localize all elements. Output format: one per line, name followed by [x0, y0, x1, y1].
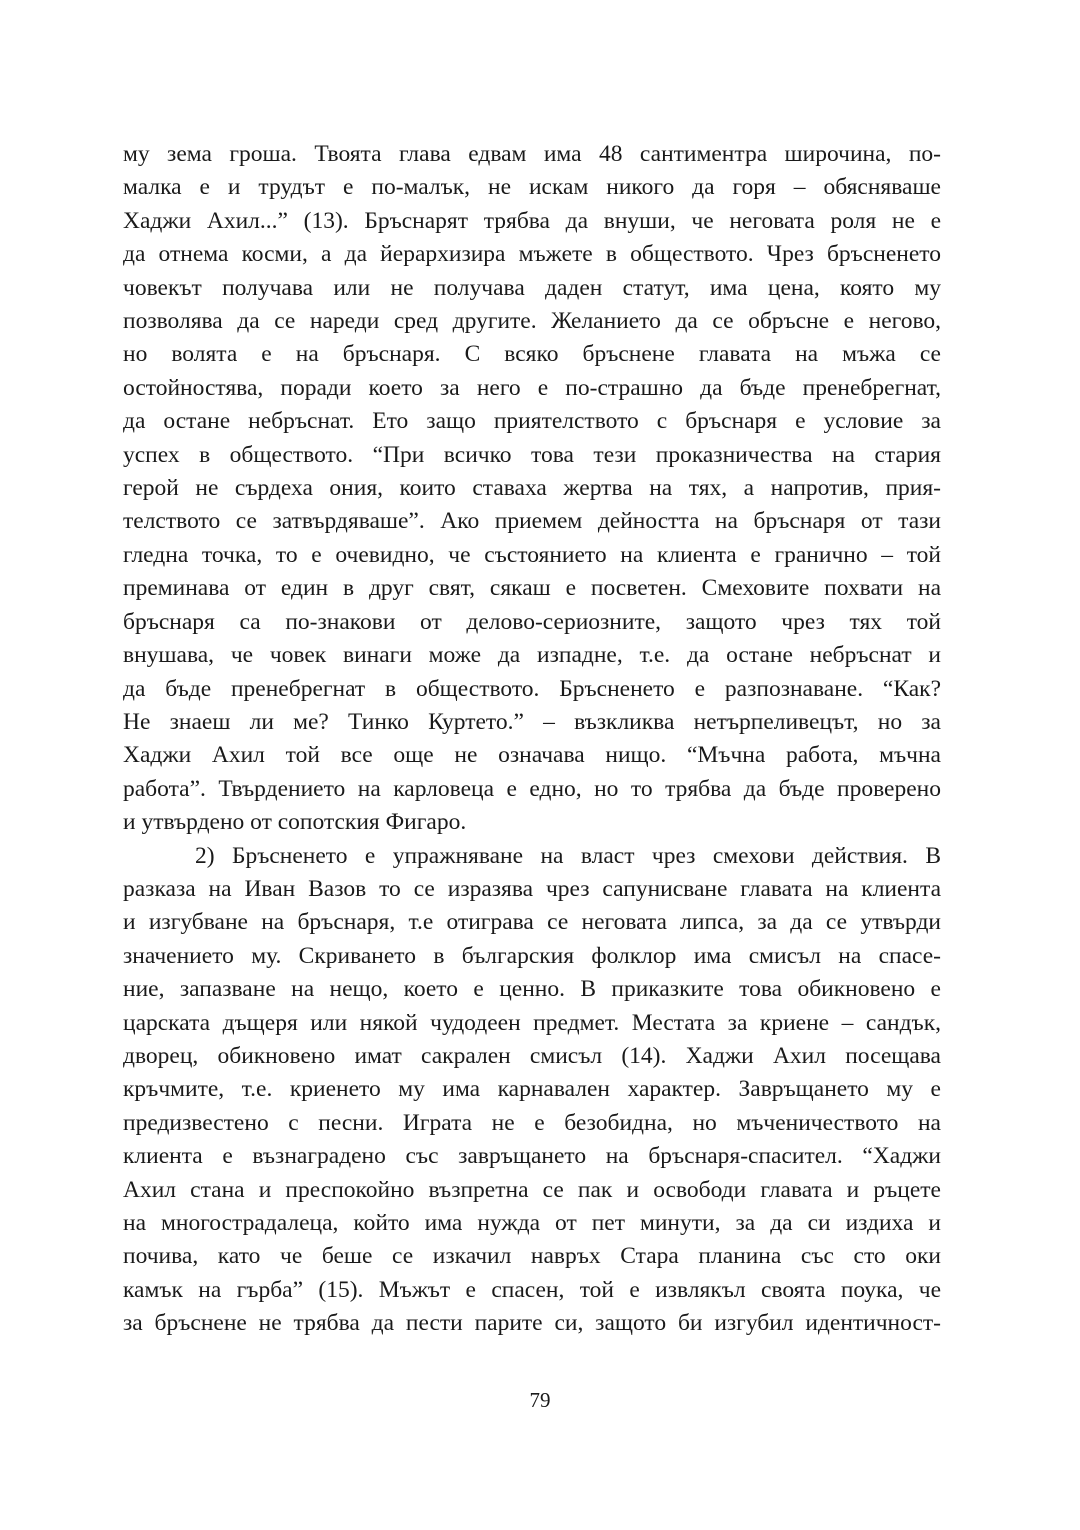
text-line: и изгубване на бръснаря, т.е отиграва се неговата липса, за да се утвърди — [123, 909, 941, 936]
text-line: му зема гроша. Твоята глава едвам има 48 сантиментра широчина, по- — [123, 141, 941, 167]
text-line: да бъде пренебрегнат в обществото. Бръсненето е разпознаване. “Как? — [123, 675, 941, 702]
paragraph-2 — [123, 840, 941, 1341]
text-line: кръчмите, т.е. криенето му има карнавален характер. Завръщането му е — [123, 1076, 941, 1103]
text-line: телството се затвърдяваше”. Ако приемем дейността на бръснаря от тази — [123, 508, 941, 535]
text-line: камък на гърба” (15). Мъжът е спасен, той е извлякъл своята поука, че — [123, 1276, 941, 1303]
text-line: на многострадалеца, който има нужда от пет минути, за да си издиха и — [123, 1210, 941, 1236]
text-line: Хаджи Ахил той все още не означава нищо. “Мъчна работа, мъчна — [123, 742, 941, 769]
text-line: човекът получава или не получава даден статут, има цена, която му — [123, 274, 941, 301]
text-line: Хаджи Ахил...” (13). Бръснарят трябва да внуши, че неговата роля не е — [123, 207, 941, 234]
text-line: работа”. Твърдението на карловеца е едно, но то трябва да бъде проверено — [123, 775, 941, 802]
text-line: позволява да се нареди сред другите. Желанието да се обръсне е негово, — [123, 308, 941, 335]
paragraph-1 — [123, 138, 941, 840]
text-line: разказа на Иван Вазов то се изразява чрез сапунисване главата на клиента — [123, 875, 941, 902]
text-line: клиента е възнаградено със завръщането на бръснаря-спасител. “Хаджи — [123, 1143, 941, 1170]
text-line: гледна точка, то е очевидно, че състоянието на клиента е гранично – той — [123, 541, 941, 568]
text-line: преминава от един в друг свят, сякаш е посветен. Смеховите похвати на — [123, 575, 941, 602]
text-line: ние, запазване на нещо, което е ценно. В приказките това обикновено е — [123, 976, 941, 1003]
text-line: да остане небръснат. Ето защо приятелството с бръснаря е условие за — [123, 408, 941, 435]
text-line: бръснаря са по-знакови от делово-сериозните, защото чрез тях той — [123, 608, 941, 635]
text-line: Ахил стана и преспокойно възпретна се пак и освободи главата и ръцете — [123, 1176, 941, 1203]
text-line: малка е и трудът е по-малък, не искам никого да горя – обясняваше — [123, 174, 941, 201]
page-number: 79 — [529, 1388, 551, 1412]
text-line: дворец, обикновено имат сакрален смисъл (14). Хаджи Ахил посещава — [123, 1042, 941, 1069]
text-line: успех в обществото. “При всичко това тези проказничества на стария — [123, 441, 941, 468]
text-line: 2) Бръсненето е упражняване на власт чрез смехови действия. В — [195, 842, 941, 869]
body-text — [123, 138, 941, 1341]
text-line: но волята е на бръснаря. С всяко бръснене главата на мъжа се — [123, 341, 941, 368]
text-line: и утвърдено от сопотския Фигаро. — [123, 809, 467, 836]
text-line: предизвестено с песни. Играта не е безобидна, но мъченичеството на — [123, 1109, 941, 1136]
text-line: внушава, че човек винаги може да изпадне, т.е. да остане небръснат и — [123, 642, 941, 669]
text-line: за бръснене не трябва да пести парите си, защото би изгубил идентичност- — [123, 1310, 941, 1337]
text-line: почива, като че беше се изкачил навръх Стара планина със сто оки — [123, 1243, 941, 1270]
text-line: Не знаеш ли ме? Тинко Куртето.” – възкликва нетърпеливецът, но за — [123, 708, 941, 735]
text-line: да отнема косми, а да йерархизира мъжете в обществото. Чрез бръсненето — [123, 241, 941, 268]
text-line: значението му. Скриването в българския фолклор има смисъл на спасе- — [123, 942, 941, 969]
text-line: герой не сърдеха ония, които ставаха жертва на тях, а напротив, прия- — [123, 475, 941, 502]
text-line: царската дъщеря или някой чудодеен предмет. Местата за криене – сандък, — [123, 1009, 941, 1036]
text-line: остойностява, поради което за него е по-страшно да бъде пренебрегнат, — [123, 374, 941, 401]
